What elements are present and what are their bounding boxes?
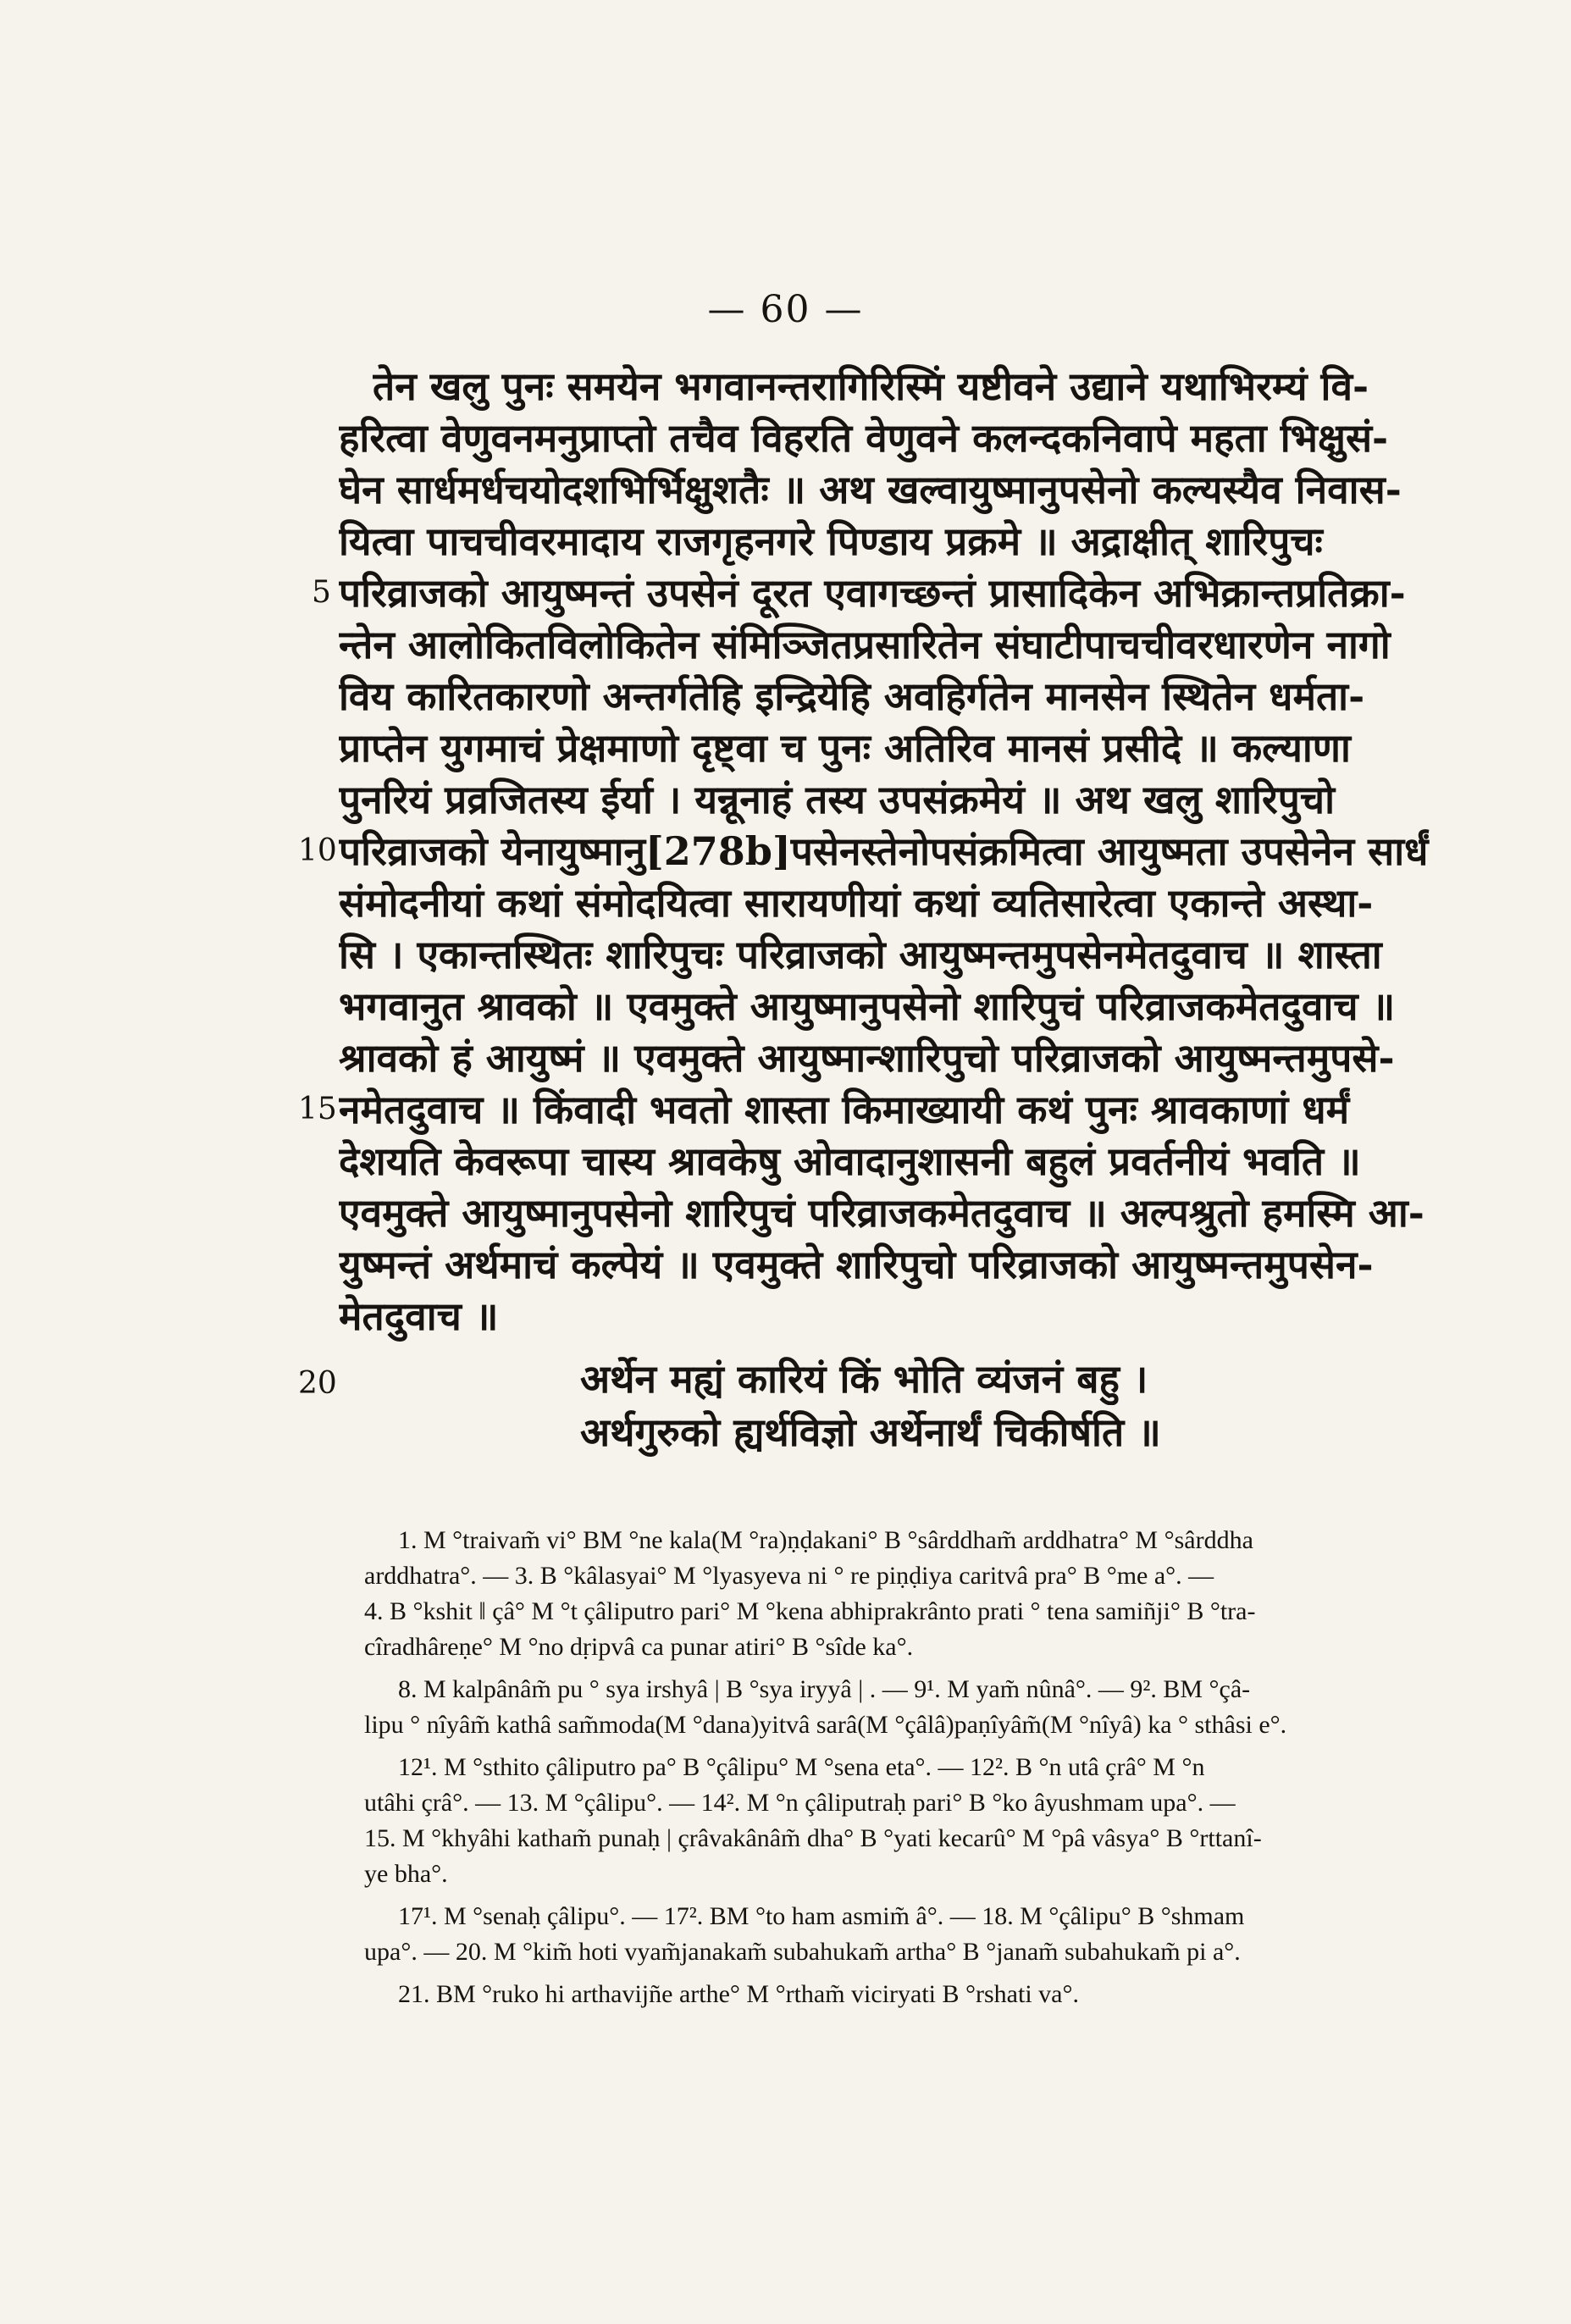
- verse-line: अर्थेन मह्यं कारियं किं भोति व्यंजनं बहु ।: [580, 1356, 1148, 1402]
- text-line: विय कारितकारणो अन्तर्गतेहि इन्द्रियेहि अवहिर्गतेन मानसेन स्थितेन धर्मता-: [339, 673, 1365, 719]
- page-number: — 60 —: [707, 288, 864, 331]
- text-line: नमेतदुवाच ॥ किंवादी भवतो शास्ता किमाख्यायी कथं पुनः श्रावकाणां धर्मं: [339, 1087, 1350, 1132]
- text-line: श्रावको हं आयुष्मं ॥ एवमुक्ते आयुष्मान्शारिपुचो परिव्राजको आयुष्मन्तमुपसे-: [339, 1035, 1395, 1081]
- footnote-line: arddhatra°. — 3. B °kâlasyai° M °lyasyeva ni ° re piṇḍiya caritvâ pra° B °me a°. —: [364, 1562, 1214, 1590]
- footnote-line: 15. M °khyâhi katham̃ punaḥ | çrâvakânâm̃ dha° B °yati kecarû° M °pâ vâsya° B °rttanî-: [364, 1824, 1262, 1852]
- text-line: संमोदनीयां कथां संमोदयित्वा सारायणीयां कथां व्यतिसारेत्वा एकान्ते अस्था-: [339, 880, 1374, 926]
- footnote-line: 12¹. M °sthito çâliputro pa° B °çâlipu° M °sena eta°. — 12². B °n utâ çrâ° M °n: [398, 1753, 1205, 1781]
- footnote-line: ye bha°.: [364, 1860, 448, 1888]
- text-line: मेतदुवाच ॥: [339, 1293, 499, 1339]
- text-line: पुनरियं प्रव्रजितस्य ईर्या । यन्नूनाहं तस्य उपसंक्रमेयं ॥ अथ खलु शारिपुचो: [339, 777, 1336, 822]
- text-line: प्राप्तेन युगमाचं प्रेक्षमाणो दृष्ट्वा च पुनः अतिरिव मानसं प्रसीदे ॥ कल्याणा: [339, 725, 1351, 771]
- text-line: एवमुक्ते आयुष्मानुपसेनो शारिपुचं परिव्राजकमेतदुवाच ॥ अल्पश्रुतो हमस्मि आ-: [339, 1190, 1424, 1236]
- footnote-line: 8. M kalpânâm̃ pu ° sya irshyâ | B °sya iryyâ | . — 9¹. M yam̃ nûnâ°. — 9². BM °çâ-: [398, 1675, 1251, 1703]
- text-line: सि । एकान्तस्थितः शारिपुचः परिव्राजको आयुष्मन्तमुपसेनमेतदुवाच ॥ शास्ता: [339, 932, 1382, 977]
- text-line: युष्मन्तं अर्थमाचं कल्पेयं ॥ एवमुक्ते शारिपुचो परिव्राजको आयुष्मन्तमुपसेन-: [339, 1242, 1374, 1287]
- footnote-line: cîradhâreṇe° M °no dṛipvâ ca punar atiri° B °sîde ka°.: [364, 1633, 914, 1661]
- footnote-line: upa°. — 20. M °kim̃ hoti vyam̃janakam̃ subahukam̃ artha° B °janam̃ subahukam̃ pi a°.: [364, 1938, 1241, 1966]
- footnote-line: 17¹. M °senaḥ çâlipu°. — 17². BM °to ham asmim̃ â°. — 18. M °çâlipu° B °shmam: [398, 1902, 1245, 1930]
- footnote-line: 21. BM °ruko hi arthavijñe arthe° M °rtham̃ viciryati B °rshati va°.: [398, 1980, 1079, 2008]
- text-line: तेन खलु पुनः समयेन भगवानन्तरागिरिस्मिं यष्टीवने उद्याने यथाभिरम्यं वि-: [373, 363, 1369, 409]
- text-line: न्तेन आलोकितविलोकितेन संमिञ्जितप्रसारितेन संघाटीपाचचीवरधारणेन नागो: [339, 622, 1391, 667]
- footnote-line: 4. B °kshit ‖ çâ° M °t çâliputro pari° M °kena abhiprakrânto prati ° tena samiñji° B °tra-: [364, 1597, 1256, 1625]
- line-number: 15: [298, 1092, 337, 1126]
- footnote-line: utâhi çrâ°. — 13. M °çâlipu°. — 14². M °n çâliputraḥ pari° B °ko âyushmam upa°. —: [364, 1789, 1236, 1817]
- text-line: हरित्वा वेणुवनमनुप्राप्तो तचैव विहरति वेणुवने कलन्दकनिवापे महता भिक्षुसं-: [339, 415, 1389, 461]
- footnote-line: 1. M °traivam̃ vi° BM °ne kala(M °ra)ṇḍakani° B °sârddham̃ arddhatra° M °sârddha: [398, 1526, 1253, 1554]
- line-number: 5: [312, 575, 331, 610]
- verse-line-number: 20: [298, 1366, 337, 1401]
- footnote-line: lipu ° nîyâm̃ kathâ sam̃moda(M °dana)yitvâ sarâ(M °çâlâ)paṇîyâm̃(M °nîyâ) ka ° sthâsi e°.: [364, 1711, 1287, 1739]
- verse-line: अर्थगुरुको ह्यर्थविज्ञो अर्थेनार्थं चिकीर्षति ॥: [580, 1409, 1161, 1455]
- text-line: घेन सार्धमर्धचयोदशभिर्भिक्षुशतैः ॥ अथ खल्वायुष्मानुपसेनो कल्यस्यैव निवास-: [339, 467, 1402, 512]
- text-line: भगवानुत श्रावको ॥ एवमुक्ते आयुष्मानुपसेनो शारिपुचं परिव्राजकमेतदुवाच ॥: [339, 983, 1396, 1029]
- text-line: देशयति केवरूपा चास्य श्रावकेषु ओवादानुशासनी बहुलं प्रवर्तनीयं भवति ॥: [339, 1138, 1361, 1184]
- text-line: यित्वा पाचचीवरमादाय राजगृहनगरे पिण्डाय प्रक्रमे ॥ अद्राक्षीत् शारिपुचः: [339, 518, 1323, 564]
- text-line: परिव्राजको आयुष्मन्तं उपसेनं दूरत एवागच्छन्तं प्रासादिकेन अभिक्रान्तप्रतिक्रा-: [339, 570, 1406, 616]
- text-line: परिव्राजको येनायुष्मानु[278b]पसेनस्तेनोपसंक्रमित्वा आयुष्मता उपसेनेन सार्धं: [339, 828, 1429, 874]
- line-number: 10: [298, 833, 337, 868]
